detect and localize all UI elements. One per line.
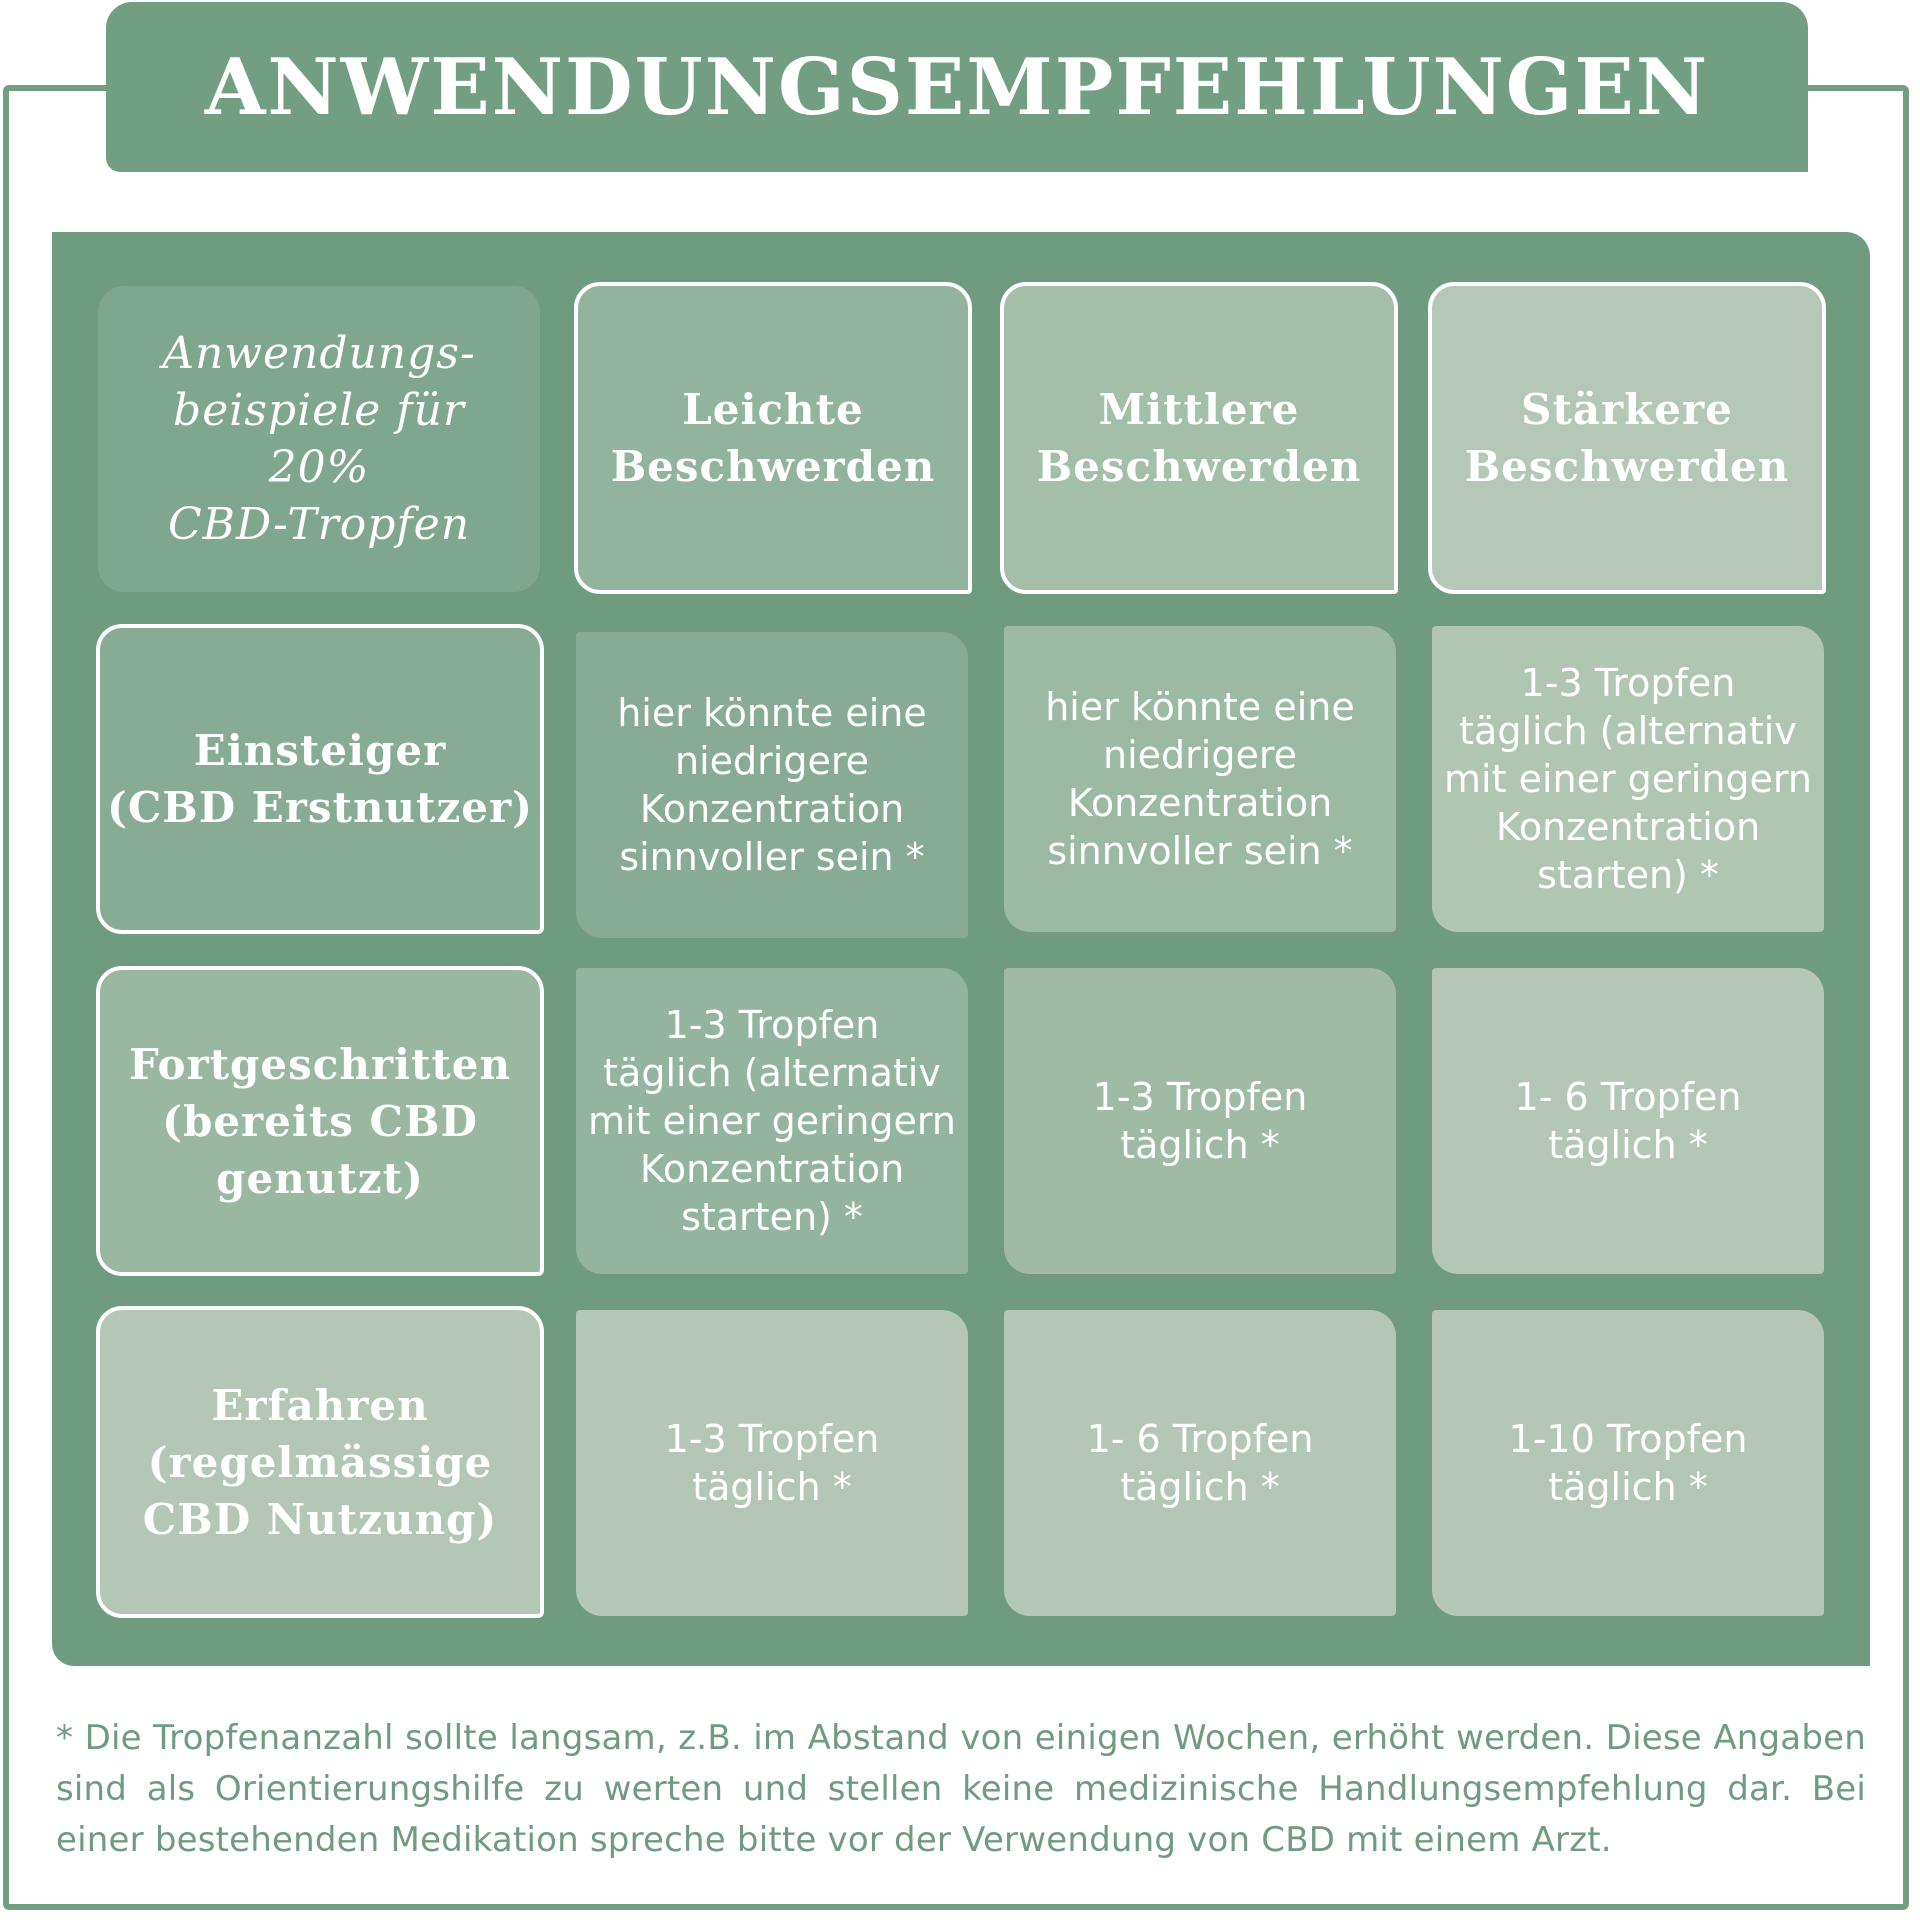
dose-line: täglich * [692, 1465, 852, 1509]
dose-line: täglich * [1120, 1465, 1280, 1509]
dose-line: sinnvoller sein * [619, 835, 925, 879]
row-header-einsteiger [96, 624, 544, 934]
row-header-line: Einsteiger [193, 726, 447, 775]
row-header-line: (bereits CBD [162, 1096, 478, 1146]
column-header-line: Beschwerden [1464, 442, 1790, 491]
dose-line: 1-3 Tropfen [664, 1003, 880, 1047]
dose-line: mit einer geringern [588, 1099, 956, 1143]
dose-line: täglich (alternativ [603, 1051, 941, 1095]
row-header-erfahren [96, 1306, 544, 1618]
footnote-disclaimer: * Die Tropfenanzahl sollte langsam, z.B. im Abstand von einigen Wochen, erhöht werden. Diese Angaben sind als Orientierungshilfe zu werten und stellen keine medizinische Handlungsempfehlung dar. Bei einer bestehenden Medikation spreche bitte vor der Verwendung von CBD mit einem Arzt. [56, 1718, 1866, 1860]
dose-line: hier könnte eine [1045, 685, 1355, 729]
row-header-line: genutzt) [216, 1153, 424, 1203]
dose-line: Konzentration [1067, 781, 1333, 825]
column-header-line: Beschwerden [1036, 442, 1362, 491]
dose-line: 1-3 Tropfen [1092, 1075, 1308, 1119]
page-title: ANWENDUNGSEMPFEHLUNGEN [204, 41, 1710, 133]
corner-line: beispiele für [173, 385, 465, 436]
row-header-line: (CBD Erstnutzer) [106, 783, 534, 832]
dose-line: niedrigere [675, 739, 869, 783]
dose-line: 1- 6 Tropfen [1514, 1075, 1742, 1119]
dose-line: täglich * [1548, 1465, 1708, 1509]
row-header-fortgeschritten [96, 966, 544, 1276]
column-header-line: Beschwerden [610, 442, 936, 491]
row-header-line: CBD Nutzung) [142, 1494, 498, 1544]
column-header-line: Mittlere [1098, 385, 1300, 434]
dose-line: 1-3 Tropfen [664, 1417, 880, 1461]
title-banner [106, 2, 1808, 172]
recommendation-panel [52, 232, 1870, 1666]
dose-cell-erfahren-mittlere [1004, 1310, 1396, 1616]
dose-cell-fortgeschritten-staerkere [1432, 968, 1824, 1274]
corner-header-cell [98, 286, 540, 592]
dose-cell-fortgeschritten-leichte [576, 968, 968, 1274]
dose-line: hier könnte eine [617, 691, 927, 735]
dose-cell-einsteiger-staerkere [1432, 626, 1824, 932]
dose-cell-erfahren-leichte [576, 1310, 968, 1616]
dose-line: Konzentration [639, 1147, 905, 1191]
dose-line: niedrigere [1103, 733, 1297, 777]
dose-cell-einsteiger-mittlere [1004, 626, 1396, 932]
dose-cell-fortgeschritten-mittlere [1004, 968, 1396, 1274]
row-header-line: (regelmässige [147, 1437, 493, 1487]
column-header-staerkere [1428, 282, 1826, 594]
dose-line: Konzentration [1495, 805, 1761, 849]
corner-line: CBD-Tropfen [167, 499, 471, 550]
corner-line: Anwendungs- [162, 328, 476, 379]
corner-line: 20% [268, 442, 370, 493]
dose-line: mit einer geringern [1444, 757, 1812, 801]
dose-line: 1-3 Tropfen [1520, 661, 1736, 705]
dose-line: starten) * [681, 1195, 863, 1239]
dose-line: sinnvoller sein * [1047, 829, 1353, 873]
row-header-line: Erfahren [211, 1380, 429, 1430]
dose-line: 1- 6 Tropfen [1086, 1417, 1314, 1461]
dose-line: starten) * [1537, 853, 1719, 897]
dose-line: 1-10 Tropfen [1508, 1417, 1748, 1461]
dose-line: täglich * [1548, 1123, 1708, 1167]
column-header-mittlere [1000, 282, 1398, 594]
dose-line: Konzentration [639, 787, 905, 831]
column-header-leichte [574, 282, 972, 594]
column-header-line: Leichte [682, 385, 864, 434]
dose-line: täglich (alternativ [1459, 709, 1797, 753]
row-header-line: Fortgeschritten [128, 1039, 512, 1089]
column-header-line: Stärkere [1521, 385, 1733, 434]
dose-cell-einsteiger-leichte [576, 632, 968, 938]
dose-line: täglich * [1120, 1123, 1280, 1167]
dose-cell-erfahren-staerkere [1432, 1310, 1824, 1616]
